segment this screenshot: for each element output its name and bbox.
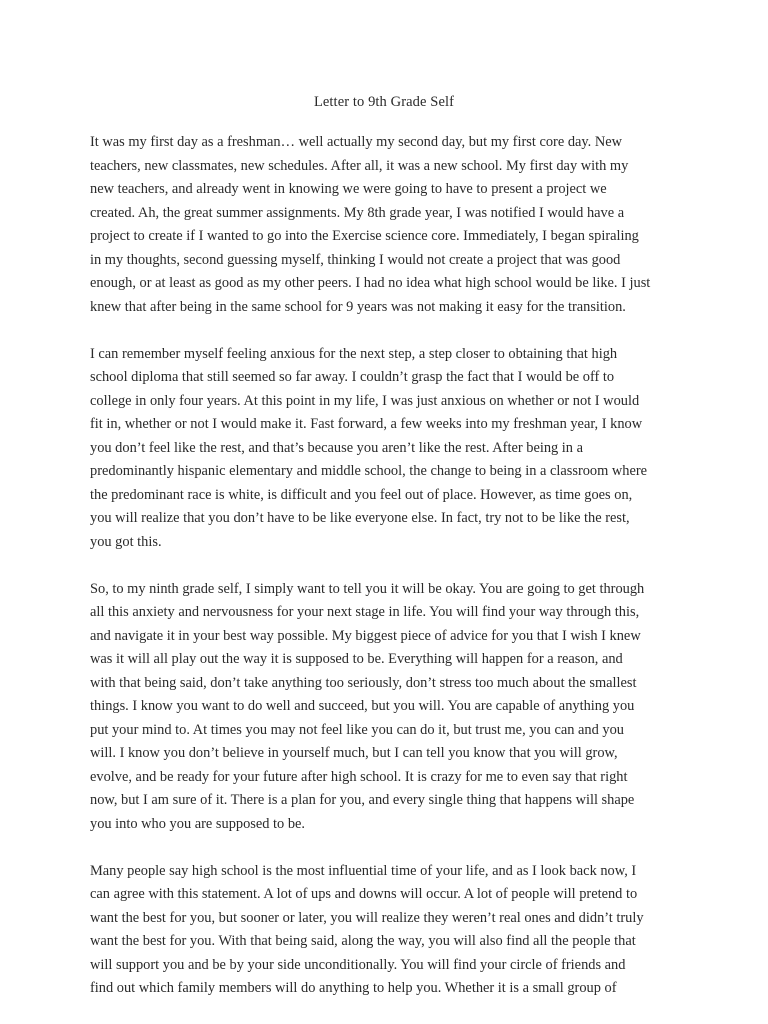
text-line: Many people say high school is the most influential time of your life, and as I look back now, I [90,862,637,879]
text-line: now, but I am sure of it. There is a plan for you, and every single thing that happens will shape [90,792,635,808]
text-line: you got this. [90,533,162,550]
text-line: fit in, whether or not I would make it. Fast forward, a few weeks into my freshman year, I know [90,416,643,432]
text-line: in my thoughts, second guessing myself, thinking I would not create a project that was good [90,251,621,268]
text-line: can agree with this statement. A lot of ups and downs will occur. A lot of people will pretend to [90,886,638,902]
text-line: you will realize that you don’t have to be like everyone else. In fact, try not to be like the rest, [90,510,630,526]
text-line: find out which family members will do anything to help you. Whether it is a small group of [90,980,617,996]
text-line: the predominant race is white, is difficult and you feel out of place. However, as time goes on, [90,486,633,503]
text-line: was it will all play out the way it is supposed to be. Everything will happen for a reason, and [90,651,623,667]
paragraph [90,578,682,837]
text-line: and navigate it in your best way possible. My biggest piece of advice for you that I wish I knew [90,627,641,644]
text-line: college in only four years. At this point in my life, I was just anxious on whether or not I would [90,392,640,409]
text-line: teachers, new classmates, new schedules. After all, it was a new school. My first day with my [90,157,629,174]
text-line: put your mind to. At times you may not feel like you can do it, but trust me, you can and you [90,721,624,738]
text-line: will. I know you don’t believe in yourself much, but I can tell you know that you will grow, [90,745,618,761]
page-title: Letter to 9th Grade Self [313,94,455,110]
text-line: new teachers, and already went in knowing we were going to have to present a project we [90,181,607,197]
text-line: want the best for you. With that being said, along the way, you will also find all the people that [90,933,636,949]
text-line: all this anxiety and nervousness for your next stage in life. You will find your way through this, [90,604,640,620]
text-line: school diploma that still seemed so far away. I couldn’t grasp the fact that I would be off to [90,369,615,385]
text-line: I can remember myself feeling anxious for the next step, a step closer to obtaining that high [90,345,618,362]
text-line: evolve, and be ready for your future after high school. It is crazy for me to even say that right [90,768,628,785]
text-line: It was my first day as a freshman… well actually my second day, but my first core day. New [90,134,623,150]
text-line: you don’t feel like the rest, and that’s because you aren’t like the rest. After being in a [90,439,583,456]
text-line: want the best for you, but sooner or later, you will realize they weren’t real ones and didn’t truly [90,909,644,926]
paragraph [90,131,682,319]
text-line: will support you and be by your side unconditionally. You will find your circle of friends and [90,956,626,973]
letter-body [90,131,682,1024]
paragraph [90,860,682,1001]
text-line: So, to my ninth grade self, I simply want to tell you it will be okay. You are going to get through [90,580,645,597]
text-line: knew that after being in the same school for 9 years was not making it easy for the transition. [90,298,626,315]
text-line: you into who you are supposed to be. [90,815,306,832]
text-line: things. I know you want to do well and succeed, but you will. You are capable of anything you [90,698,635,714]
text-line: with that being said, don’t take anything too seriously, don’t stress too much about the smallest [90,674,637,691]
paragraph [90,343,682,555]
text-line: predominantly hispanic elementary and middle school, the change to being in a classroom where [90,463,648,479]
text-line: project to create if I wanted to go into the Exercise science core. Immediately, I began spiraling [90,228,639,244]
text-line: created. Ah, the great summer assignments. My 8th grade year, I was notified I would have a [90,204,625,221]
text-line: enough, or at least as good as my other peers. I had no idea what high school would be like. I just [90,275,651,291]
